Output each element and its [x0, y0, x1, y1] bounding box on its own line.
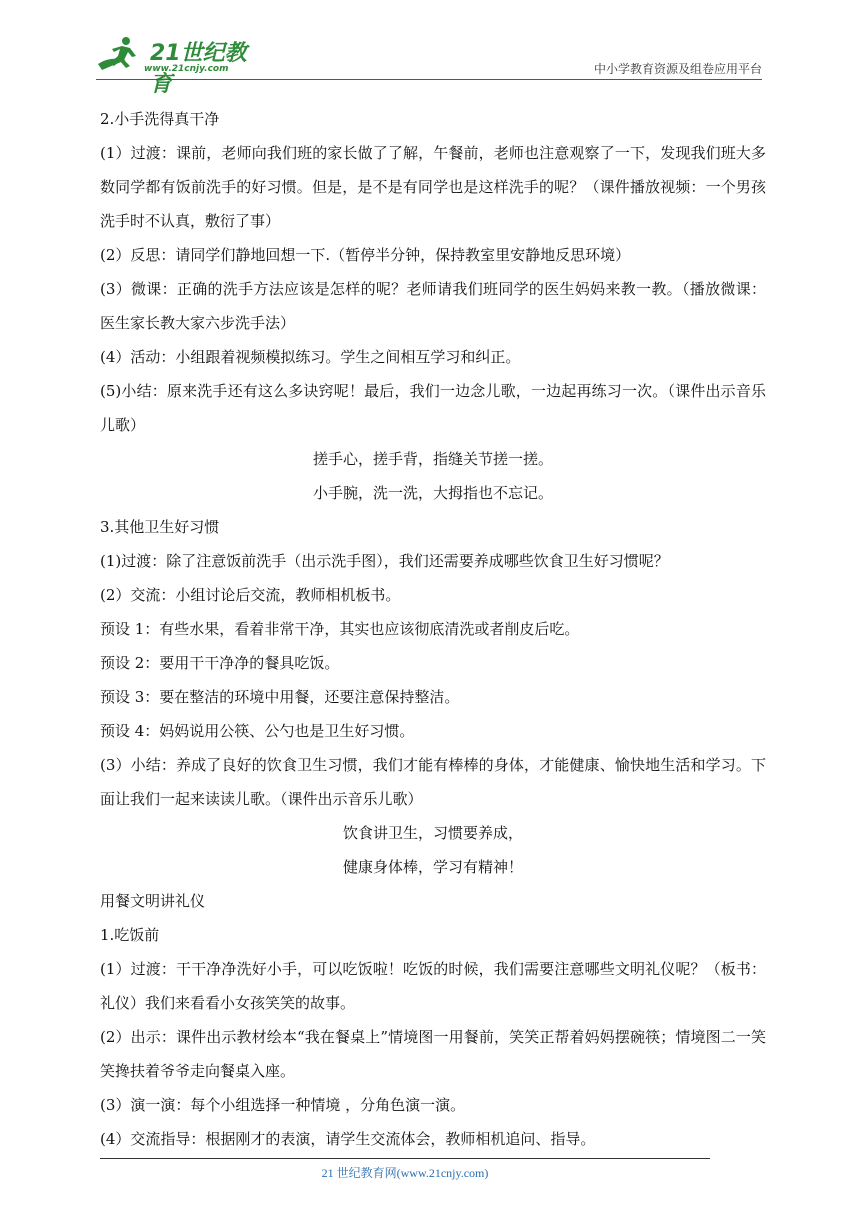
paragraph: (1）过渡：干干净净洗好小手，可以吃饭啦！吃饭的时候，我们需要注意哪些文明礼仪呢？（板书：礼仪）我们来看看小女孩笑笑的故事。 [100, 960, 766, 1012]
document-body [100, 102, 766, 1156]
paragraph: (5)小结：原来洗手还有这么多诀窍呢！最后，我们一边念儿歌，一边起再练习一次。（课件出示音乐儿歌） [100, 382, 766, 434]
paragraph: (3）演一演：每个小组选择一种情境 ，分角色演一演。 [100, 1096, 466, 1114]
paragraph: 预设 3：要在整洁的环境中用餐，还要注意保持整洁。 [100, 688, 460, 706]
paragraph: (1)过渡：除了注意饭前洗手（出示洗手图），我们还需要养成哪些饮食卫生好习惯呢？ [100, 552, 669, 570]
paragraph: (4）交流指导：根据刚才的表演，请学生交流体会，教师相机追问、指导。 [100, 1130, 596, 1148]
rhyme-line: 饮食讲卫生，习惯要养成， [342, 824, 523, 842]
footer-divider [100, 1158, 710, 1159]
paragraph: (4）活动：小组跟着视频模拟练习。学生之间相互学习和纠正。 [100, 348, 521, 366]
paragraph: 预设 4：妈妈说用公筷、公勺也是卫生好习惯。 [100, 722, 415, 740]
section-heading: 用餐文明讲礼仪 [100, 892, 206, 910]
paragraph: 预设 1：有些水果，看着非常干净，其实也应该彻底清洗或者削皮后吃。 [100, 620, 580, 638]
runner-logo-icon [96, 34, 144, 76]
platform-name: 中小学教育资源及组卷应用平台 [593, 62, 762, 76]
section-heading: 1.吃饭前 [100, 926, 160, 944]
page-header [96, 30, 762, 97]
page-footer: 21 世纪教育网(www.21cnjy.com) [321, 1166, 489, 1180]
header-divider [96, 79, 762, 80]
logo-url: www.21cnjy.com [144, 64, 229, 74]
paragraph: (3）小结：养成了良好的饮食卫生习惯，我们才能有棒棒的身体，才能健康、愉快地生活和学习。下面让我们一起来读读儿歌。（课件出示音乐儿歌） [100, 756, 766, 808]
rhyme-line: 小手腕，洗一洗，大拇指也不忘记。 [312, 484, 553, 502]
paragraph: (2）反思：请同学们静地回想一下.（暂停半分钟，保持教室里安静地反思环境） [100, 246, 631, 264]
paragraph: (2）交流：小组讨论后交流，教师相机板书。 [100, 586, 401, 604]
section-heading: 3.其他卫生好习惯 [100, 518, 220, 536]
rhyme-line: 健康身体棒，学习有精神！ [342, 858, 523, 876]
paragraph: (2）出示：课件出示教材绘本“我在餐桌上”情境图一用餐前，笑笑正帮着妈妈摆碗筷；情境图二一笑笑搀扶着爷爷走向餐桌入座。 [100, 1028, 766, 1080]
paragraph: (1）过渡：课前，老师向我们班的家长做了了解，午餐前，老师也注意观察了一下，发现我们班大多数同学都有饭前洗手的好习惯。但是，是不是有同学也是这样洗手的呢？（课件播放视频：一个男孩洗手时不认真，敷衍了事） [100, 144, 766, 230]
paragraph: 预设 2：要用干干净净的餐具吃饭。 [100, 654, 340, 672]
section-heading: 2.小手洗得真干净 [100, 110, 220, 128]
rhyme-line: 搓手心，搓手背，指缝关节搓一搓。 [312, 450, 553, 468]
paragraph: (3）微课：正确的洗手方法应该是怎样的呢？老师请我们班同学的医生妈妈来教一教。（播放微课：医生家长教大家六步洗手法） [100, 280, 766, 332]
logo [96, 30, 266, 97]
logo-title: 21世纪教育 [150, 41, 247, 97]
